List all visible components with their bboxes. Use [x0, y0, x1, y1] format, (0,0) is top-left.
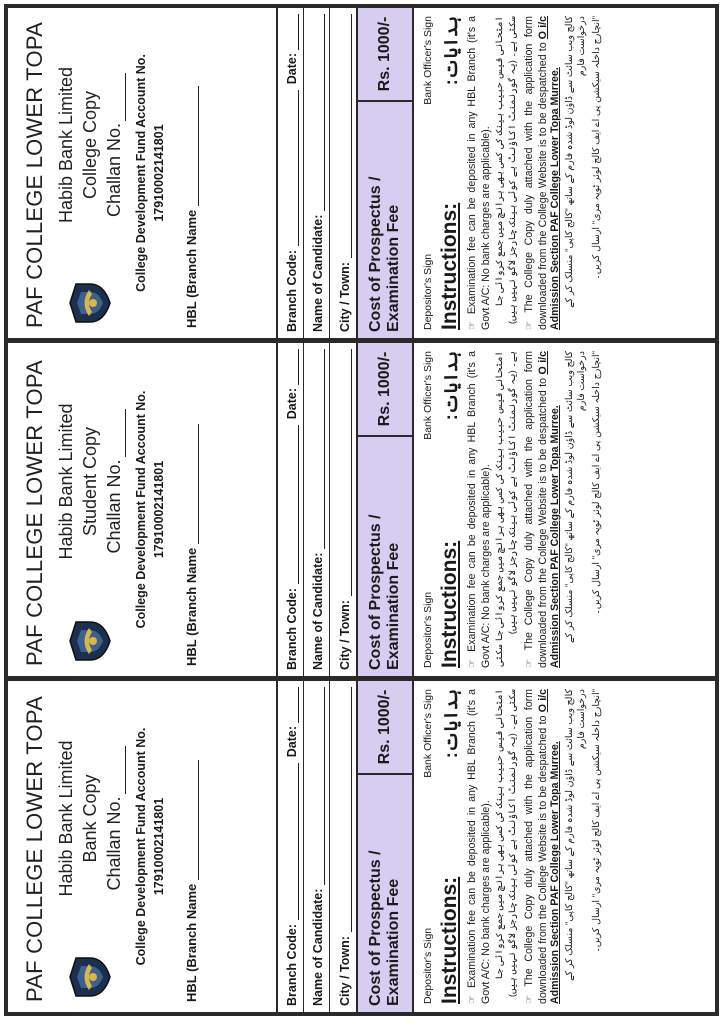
instruction-1-text: Examination fee can be deposited in any HBL Branch (it's a Govt A/C: No bank charges are applicable). [466, 689, 492, 1004]
candidate-blank[interactable] [323, 687, 325, 885]
branch-name-label: HBL (Branch Name [184, 209, 199, 328]
fee-row [358, 681, 412, 1012]
fee-label [358, 435, 412, 676]
hand-pointer-icon: ☞ [524, 321, 535, 330]
copy-label: Student Copy [80, 426, 100, 537]
challan-copy [8, 681, 715, 1012]
fee-label-line1: Cost of Prospectus / [367, 514, 384, 670]
instructions-title-urdu: ہدایات: [441, 16, 461, 86]
fields-section [278, 343, 358, 676]
instructions-title-urdu: ہدایات: [441, 689, 461, 759]
bank-header [54, 353, 126, 666]
hand-pointer-icon: ☞ [467, 995, 478, 1004]
bank-name: Habib Bank Limited [56, 403, 76, 560]
account-info [132, 691, 168, 1002]
header-section [8, 8, 278, 338]
branch-code-row [278, 681, 304, 1012]
challan-number [102, 746, 126, 890]
branch-name-blank[interactable] [198, 760, 199, 880]
signature-row [422, 689, 434, 1004]
branch-name-field [184, 691, 199, 1002]
candidate-label: Name of Candidate: [311, 552, 325, 670]
branch-code-blank[interactable] [297, 90, 299, 246]
instruction-2-text: The College Copy duly attached with the application form downloaded from the College Website is to be despatched to [523, 15, 549, 330]
branch-name-field [184, 353, 199, 666]
college-crest-icon [68, 952, 112, 1002]
instruction-1 [466, 16, 492, 330]
fee-amount: Rs. 1000/- [376, 689, 393, 765]
instruction-2-urdu: کالج ویب سائٹ سے ڈاؤن لوڈ شدہ فارم کے ساتھ "کالج کاپی" منسلک کر کے درخواست فارم [563, 351, 587, 643]
bank-name: Habib Bank Limited [56, 66, 76, 224]
instructions-header [438, 351, 462, 668]
instruction-1 [466, 689, 492, 1004]
challan-copy [8, 8, 715, 338]
instruction-2 [523, 351, 562, 668]
city-row [330, 343, 356, 676]
hand-pointer-icon: ☞ [524, 659, 535, 668]
account-number: 17910002141801 [152, 124, 166, 222]
instruction-2-urdu: کالج ویب سائٹ سے ڈاؤن لوڈ شدہ فارم کے ساتھ "کالج کاپی" منسلک کر کے درخواست فارم [563, 689, 587, 981]
instruction-1-urdu: امتحانی فیس حبیب بینک کی کسی بھی برانچ میں جمع کروائی جا سکتی ہے۔ (یہ گورنمنٹ اکاؤنٹ ہے کوئی بینک چارجز لاگو نہیں ہیں) [494, 689, 518, 998]
date-blank[interactable] [297, 687, 299, 723]
depositor-sign: Depositor's Sign [422, 591, 434, 668]
header-section [8, 343, 278, 676]
instruction-2-address: O i/c Admission Section PAF College Lower Topa Murree. [536, 351, 561, 668]
fee-section [358, 8, 414, 338]
account-title: College Development Fund Account No. [134, 390, 148, 629]
challan-label: Challan No. [104, 122, 124, 218]
fee-label-line2: Examination Fee [385, 542, 402, 670]
bank-block [54, 691, 126, 946]
branch-name-blank[interactable] [198, 86, 199, 206]
candidate-blank[interactable] [323, 14, 325, 211]
depositor-sign: Depositor's Sign [422, 927, 434, 1004]
challan-blank[interactable] [125, 409, 126, 457]
instruction-2-urdu: کالج ویب سائٹ سے ڈاؤن لوڈ شدہ فارم کے ساتھ "کالج کاپی" منسلک کر کے درخواست فارم [563, 16, 587, 308]
branch-code-blank[interactable] [297, 425, 299, 584]
account-info [132, 18, 168, 328]
instruction-2 [523, 16, 562, 330]
branch-name-blank[interactable] [198, 424, 199, 544]
college-name: PAF COLLEGE LOWER TOPA [22, 22, 47, 328]
college-crest-icon [68, 278, 112, 328]
city-label: City / Town: [338, 262, 352, 332]
candidate-blank[interactable] [323, 349, 325, 549]
account-title: College Development Fund Account No. [134, 727, 148, 966]
instructions-header [438, 16, 462, 330]
city-blank[interactable] [350, 349, 352, 596]
instruction-1-urdu: امتحانی فیس حبیب بینک کی کسی بھی برانچ میں جمع کروائی جا سکتی ہے۔ (یہ گورنمنٹ اکاؤنٹ ہے کوئی بینک چارجز لاگو نہیں ہیں) [494, 351, 518, 667]
instructions-title: Instructions: [438, 202, 461, 330]
branch-code-label: Branch Code: [285, 588, 299, 670]
instructions-title-urdu: ہدایات: [441, 351, 461, 421]
date-label: Date: [285, 726, 299, 758]
account-number: 17910002141801 [152, 460, 166, 559]
college-name: PAF COLLEGE LOWER TOPA [22, 696, 47, 1002]
branch-name-label: HBL (Branch Name [184, 883, 199, 1002]
candidate-label: Name of Candidate: [311, 888, 325, 1006]
bank-officer-sign: Bank Officer's Sign [422, 689, 434, 778]
account-info [132, 353, 168, 666]
instruction-2-address: O i/c Admission Section PAF College Lower Topa Murree. [536, 689, 561, 1004]
fields-section [278, 8, 358, 338]
instructions-section [414, 681, 715, 1012]
depositor-sign: Depositor's Sign [422, 253, 434, 330]
city-label: City / Town: [338, 936, 352, 1006]
instruction-2-text: The College Copy duly attached with the application form downloaded from the College Website is to be despatched to [523, 689, 549, 1004]
instruction-3-urdu: "انچارج داخلہ سیکشن پی اے ایف کالج لوئر ٹوپہ مری" ارسال کریں۔ [590, 689, 602, 953]
fee-label-line2: Examination Fee [385, 204, 402, 332]
candidate-row [304, 8, 330, 338]
hand-pointer-icon: ☞ [467, 321, 478, 330]
challan-label: Challan No. [104, 796, 124, 891]
instructions-section [414, 343, 715, 676]
candidate-label: Name of Candidate: [311, 214, 325, 332]
hand-pointer-icon: ☞ [467, 659, 478, 668]
fee-label-line1: Cost of Prospectus / [367, 176, 384, 332]
instruction-3-urdu: "انچارج داخلہ سیکشن پی اے ایف کالج لوئر ٹوپہ مری" ارسال کریں۔ [590, 351, 602, 615]
bank-officer-sign: Bank Officer's Sign [422, 16, 434, 105]
fee-label [358, 773, 412, 1012]
fee-row [358, 343, 412, 676]
challan-blank[interactable] [125, 746, 126, 794]
fields-section [278, 681, 358, 1012]
instruction-1-text: Examination fee can be deposited in any HBL Branch (it's a Govt A/C: No bank charges are applicable). [466, 16, 492, 330]
candidate-row [304, 681, 330, 1012]
branch-code-blank[interactable] [297, 763, 299, 920]
branch-name-label: HBL (Branch Name [184, 547, 199, 666]
instructions-header [438, 689, 462, 1004]
instructions-title: Instructions: [438, 540, 461, 668]
fee-section [358, 343, 414, 676]
city-row [330, 681, 356, 1012]
instruction-1-text: Examination fee can be deposited in any HBL Branch (it's a Govt A/C: No bank charges are applicable). [466, 351, 492, 668]
instruction-1-urdu: امتحانی فیس حبیب بینک کی کسی بھی برانچ میں جمع کروائی جا سکتی ہے۔ (یہ گورنمنٹ اکاؤنٹ ہے کوئی بینک چارجز لاگو نہیں ہیں) [494, 16, 518, 325]
challan-blank[interactable] [125, 73, 126, 121]
branch-code-row [278, 8, 304, 338]
date-label: Date: [285, 388, 299, 420]
fee-amount: Rs. 1000/- [376, 351, 393, 427]
bank-header [54, 691, 126, 1002]
fee-amount: Rs. 1000/- [376, 16, 393, 92]
challan-copy [8, 343, 715, 676]
fee-label-line2: Examination Fee [385, 878, 402, 1006]
branch-code-label: Branch Code: [285, 250, 299, 332]
instruction-1 [466, 351, 492, 668]
account-number: 17910002141801 [152, 797, 166, 896]
challan-number [102, 73, 126, 217]
instructions-section [414, 8, 715, 338]
candidate-row [304, 343, 330, 676]
fee-row [358, 8, 412, 338]
bank-name: Habib Bank Limited [56, 740, 76, 897]
signature-row [422, 16, 434, 330]
copy-content [8, 343, 715, 676]
bank-header [54, 18, 126, 328]
date-label: Date: [285, 53, 299, 85]
branch-code-row [278, 343, 304, 676]
date-blank[interactable] [297, 14, 299, 50]
bank-officer-sign: Bank Officer's Sign [422, 351, 434, 440]
city-blank[interactable] [350, 687, 352, 932]
fee-label-line1: Cost of Prospectus / [367, 850, 384, 1006]
copy-content [8, 8, 715, 338]
city-blank[interactable] [350, 14, 352, 258]
fee-section [358, 681, 414, 1012]
copy-content [8, 681, 715, 1012]
copy-label: College Copy [80, 90, 100, 200]
city-label: City / Town: [338, 600, 352, 670]
header-section [8, 681, 278, 1012]
challan-number [102, 409, 126, 553]
college-crest-icon [68, 616, 112, 666]
bank-block [54, 18, 126, 272]
bank-block [54, 353, 126, 610]
instruction-2-address: O i/c Admission Section PAF College Lower Topa Murree. [536, 15, 561, 330]
account-title: College Development Fund Account No. [134, 54, 148, 292]
instruction-2-text: The College Copy duly attached with the application form downloaded from the College Website is to be despatched to [523, 351, 549, 668]
branch-code-label: Branch Code: [285, 924, 299, 1006]
signature-row [422, 351, 434, 668]
date-blank[interactable] [297, 349, 299, 385]
college-name: PAF COLLEGE LOWER TOPA [22, 360, 47, 666]
hand-pointer-icon: ☞ [524, 995, 535, 1004]
city-row [330, 8, 356, 338]
instruction-2 [523, 689, 562, 1004]
challan-label: Challan No. [104, 459, 124, 554]
instruction-3-urdu: "انچارج داخلہ سیکشن پی اے ایف کالج لوئر ٹوپہ مری" ارسال کریں۔ [590, 16, 602, 280]
fee-label [358, 100, 412, 338]
branch-name-field [184, 18, 199, 328]
copy-label: Bank Copy [80, 774, 100, 863]
instructions-title: Instructions: [438, 876, 461, 1004]
